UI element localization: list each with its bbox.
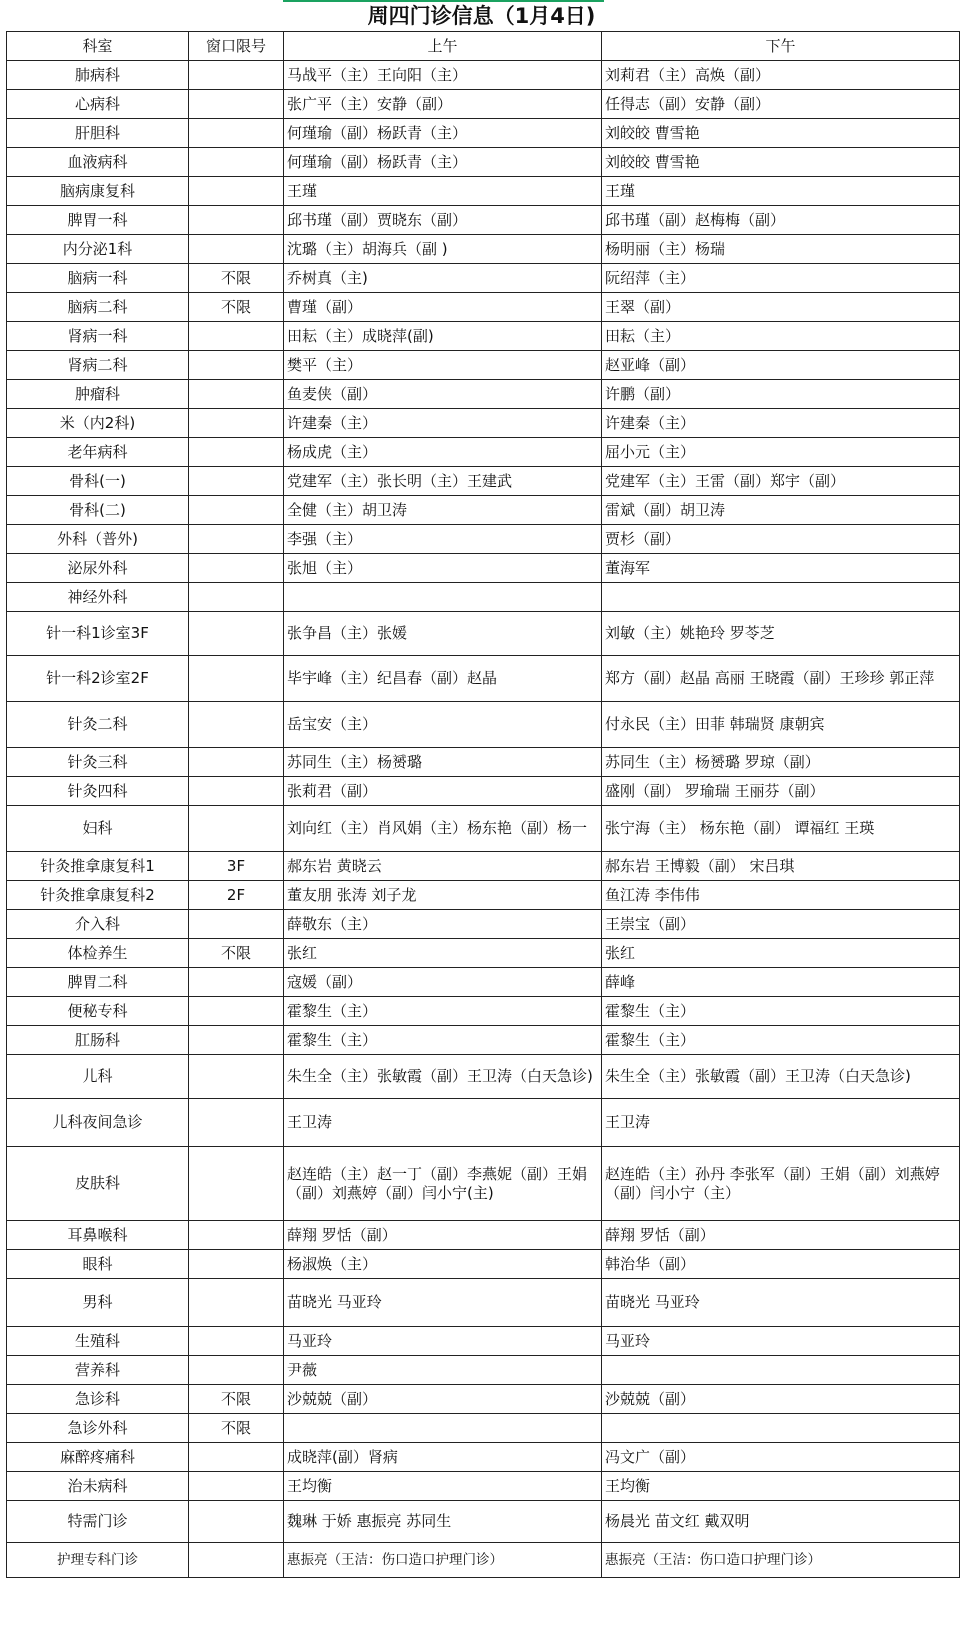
table-row: [7, 1250, 960, 1279]
table-row: [7, 656, 960, 702]
window-limit-cell: [189, 351, 284, 380]
morning-cell: 杨淑焕（主）: [284, 1250, 602, 1279]
morning-cell: 张争昌（主）张媛: [284, 612, 602, 656]
morning-cell: 惠振亮（王洁：伤口造口护理门诊）: [284, 1543, 602, 1578]
window-limit-cell: [189, 1221, 284, 1250]
table-row: [7, 1055, 960, 1099]
window-limit-cell: [189, 322, 284, 351]
afternoon-cell: 薛翔 罗恬（副）: [602, 1221, 960, 1250]
afternoon-cell: 赵连皓（主）孙丹 李张军（副）王娟（副）刘燕婷（副）闫小宁（主）: [602, 1147, 960, 1221]
morning-cell: 王均衡: [284, 1472, 602, 1501]
dept-cell: 儿科夜间急诊: [7, 1099, 189, 1147]
window-limit-cell: [189, 612, 284, 656]
morning-cell: 郝东岩 黄晓云: [284, 852, 602, 881]
afternoon-cell: 付永民（主）田菲 韩瑞贤 康朝宾: [602, 702, 960, 748]
morning-cell: 寇媛（副）: [284, 968, 602, 997]
afternoon-cell: 许建秦（主）: [602, 409, 960, 438]
morning-cell: 李强（主）: [284, 525, 602, 554]
table-row: [7, 264, 960, 293]
morning-cell: 赵连皓（主）赵一丁（副）李燕妮（副）王娟（副）刘燕婷（副）闫小宁(主): [284, 1147, 602, 1221]
morning-cell: 魏琳 于娇 惠振亮 苏同生: [284, 1501, 602, 1543]
afternoon-cell: [602, 1356, 960, 1385]
page-title: 周四门诊信息（1月4日): [367, 4, 596, 28]
window-limit-cell: [189, 1147, 284, 1221]
afternoon-cell: 董海军: [602, 554, 960, 583]
morning-cell: 张红: [284, 939, 602, 968]
dept-cell: 血液病科: [7, 148, 189, 177]
dept-cell: 针一科2诊室2F: [7, 656, 189, 702]
window-limit-cell: [189, 1026, 284, 1055]
afternoon-cell: 杨晨光 苗文红 戴双明: [602, 1501, 960, 1543]
dept-cell: 皮肤科: [7, 1147, 189, 1221]
dept-cell: 麻醉疼痛科: [7, 1443, 189, 1472]
dept-cell: 耳鼻喉科: [7, 1221, 189, 1250]
table-row: [7, 235, 960, 264]
table-row: [7, 1221, 960, 1250]
table-row: [7, 612, 960, 656]
window-limit-cell: 不限: [189, 1414, 284, 1443]
window-limit-cell: 不限: [189, 1385, 284, 1414]
afternoon-cell: 王崇宝（副）: [602, 910, 960, 939]
table-row: [7, 525, 960, 554]
window-limit-cell: 2F: [189, 881, 284, 910]
table-row: [7, 1443, 960, 1472]
dept-cell: 骨科(二): [7, 496, 189, 525]
afternoon-cell: 贾杉（副）: [602, 525, 960, 554]
window-limit-cell: [189, 968, 284, 997]
header-dept: 科室: [7, 32, 189, 61]
morning-cell: 张莉君（副）: [284, 777, 602, 806]
morning-cell: 成晓萍(副）肾病: [284, 1443, 602, 1472]
table-row: [7, 119, 960, 148]
dept-cell: 肾病二科: [7, 351, 189, 380]
table-row: [7, 1279, 960, 1327]
afternoon-cell: 田耘（主）: [602, 322, 960, 351]
dept-cell: 脑病康复科: [7, 177, 189, 206]
window-limit-cell: 不限: [189, 264, 284, 293]
afternoon-cell: 赵亚峰（副）: [602, 351, 960, 380]
afternoon-cell: 朱生全（主）张敏霞（副）王卫涛（白天急诊): [602, 1055, 960, 1099]
morning-cell: 王瑾: [284, 177, 602, 206]
dept-cell: 急诊科: [7, 1385, 189, 1414]
dept-cell: 肿瘤科: [7, 380, 189, 409]
dept-cell: 治未病科: [7, 1472, 189, 1501]
window-limit-cell: [189, 467, 284, 496]
dept-cell: 脑病二科: [7, 293, 189, 322]
table-row: [7, 351, 960, 380]
window-limit-cell: [189, 1327, 284, 1356]
afternoon-cell: 苏同生（主）杨赟璐 罗琼（副）: [602, 748, 960, 777]
window-limit-cell: [189, 525, 284, 554]
table-row: [7, 438, 960, 467]
afternoon-cell: 屈小元（主）: [602, 438, 960, 467]
afternoon-cell: 郝东岩 王博毅（副） 宋吕琪: [602, 852, 960, 881]
table-row: [7, 1327, 960, 1356]
table-row: [7, 61, 960, 90]
morning-cell: 岳宝安（主）: [284, 702, 602, 748]
header-afternoon: 下午: [602, 32, 960, 61]
window-limit-cell: [189, 1250, 284, 1279]
morning-cell: 何瑾瑜（副）杨跃青（主）: [284, 148, 602, 177]
window-limit-cell: [189, 1279, 284, 1327]
table-row: [7, 177, 960, 206]
dept-cell: 脑病一科: [7, 264, 189, 293]
window-limit-cell: [189, 61, 284, 90]
window-limit-cell: [189, 554, 284, 583]
dept-cell: 针灸二科: [7, 702, 189, 748]
afternoon-cell: 雷斌（副）胡卫涛: [602, 496, 960, 525]
afternoon-cell: 阮绍萍（主）: [602, 264, 960, 293]
table-row: [7, 206, 960, 235]
dept-cell: 针灸推拿康复科1: [7, 852, 189, 881]
dept-cell: 眼科: [7, 1250, 189, 1279]
afternoon-cell: 邱书瑾（副）赵梅梅（副）: [602, 206, 960, 235]
window-limit-cell: [189, 656, 284, 702]
afternoon-cell: 王均衡: [602, 1472, 960, 1501]
morning-cell: 霍黎生（主）: [284, 997, 602, 1026]
morning-cell: 薛敬东（主）: [284, 910, 602, 939]
window-limit-cell: [189, 90, 284, 119]
window-limit-cell: [189, 1543, 284, 1578]
afternoon-cell: 薛峰: [602, 968, 960, 997]
dept-cell: 脾胃一科: [7, 206, 189, 235]
dept-cell: 针灸三科: [7, 748, 189, 777]
window-limit-cell: [189, 777, 284, 806]
dept-cell: 老年病科: [7, 438, 189, 467]
dept-cell: 肝胆科: [7, 119, 189, 148]
window-limit-cell: [189, 910, 284, 939]
dept-cell: 心病科: [7, 90, 189, 119]
morning-cell: [284, 583, 602, 612]
window-limit-cell: [189, 148, 284, 177]
dept-cell: 肛肠科: [7, 1026, 189, 1055]
afternoon-cell: 沙兢兢（副）: [602, 1385, 960, 1414]
table-row: [7, 939, 960, 968]
dept-cell: 生殖科: [7, 1327, 189, 1356]
afternoon-cell: 盛刚（副） 罗瑜瑞 王丽芬（副）: [602, 777, 960, 806]
table-row: [7, 910, 960, 939]
dept-cell: 妇科: [7, 806, 189, 852]
dept-cell: 外科（普外): [7, 525, 189, 554]
table-row: [7, 467, 960, 496]
dept-cell: 体检养生: [7, 939, 189, 968]
table-row: [7, 1385, 960, 1414]
afternoon-cell: 马亚玲: [602, 1327, 960, 1356]
afternoon-cell: 霍黎生（主）: [602, 997, 960, 1026]
morning-cell: 曹瑾（副）: [284, 293, 602, 322]
morning-cell: 朱生全（主）张敏霞（副）王卫涛（白天急诊): [284, 1055, 602, 1099]
dept-cell: 针一科1诊室3F: [7, 612, 189, 656]
table-row: [7, 881, 960, 910]
dept-cell: 肾病一科: [7, 322, 189, 351]
table-row: [7, 1099, 960, 1147]
afternoon-cell: 惠振亮（王洁：伤口造口护理门诊）: [602, 1543, 960, 1578]
window-limit-cell: [189, 1501, 284, 1543]
afternoon-cell: 王卫涛: [602, 1099, 960, 1147]
window-limit-cell: 3F: [189, 852, 284, 881]
table-row: [7, 1472, 960, 1501]
table-row: [7, 148, 960, 177]
table-row: [7, 1147, 960, 1221]
afternoon-cell: 鱼江涛 李伟伟: [602, 881, 960, 910]
afternoon-cell: 杨明丽（主）杨瑞: [602, 235, 960, 264]
table-row: [7, 702, 960, 748]
window-limit-cell: [189, 438, 284, 467]
dept-cell: 神经外科: [7, 583, 189, 612]
table-row: [7, 90, 960, 119]
morning-cell: 许建秦（主）: [284, 409, 602, 438]
morning-cell: 苏同生（主）杨赟璐: [284, 748, 602, 777]
table-row: [7, 748, 960, 777]
table-row: [7, 997, 960, 1026]
dept-cell: 护理专科门诊: [7, 1543, 189, 1578]
window-limit-cell: [189, 1356, 284, 1385]
table-row: [7, 554, 960, 583]
afternoon-cell: [602, 583, 960, 612]
morning-cell: 乔树真（主): [284, 264, 602, 293]
morning-cell: 沈璐（主）胡海兵（副 ): [284, 235, 602, 264]
afternoon-cell: 张宁海（主） 杨东艳（副） 谭福红 王瑛: [602, 806, 960, 852]
morning-cell: 霍黎生（主）: [284, 1026, 602, 1055]
dept-cell: 特需门诊: [7, 1501, 189, 1543]
morning-cell: 樊平（主）: [284, 351, 602, 380]
table-row: [7, 1414, 960, 1443]
window-limit-cell: 不限: [189, 939, 284, 968]
morning-cell: 杨成虎（主）: [284, 438, 602, 467]
dept-cell: 脾胃二科: [7, 968, 189, 997]
table-row: [7, 1026, 960, 1055]
morning-cell: 苗晓光 马亚玲: [284, 1279, 602, 1327]
window-limit-cell: [189, 235, 284, 264]
dept-cell: 介入科: [7, 910, 189, 939]
table-row: [7, 293, 960, 322]
dept-cell: 急诊外科: [7, 1414, 189, 1443]
window-limit-cell: [189, 1443, 284, 1472]
window-limit-cell: [189, 1472, 284, 1501]
header-morning: 上午: [284, 32, 602, 61]
table-row: [7, 496, 960, 525]
afternoon-cell: 刘皎皎 曹雪艳: [602, 119, 960, 148]
dept-cell: 儿科: [7, 1055, 189, 1099]
afternoon-cell: 郑方（副）赵晶 高丽 王晓霞（副）王珍珍 郭正萍: [602, 656, 960, 702]
morning-cell: 王卫涛: [284, 1099, 602, 1147]
afternoon-cell: 刘皎皎 曹雪艳: [602, 148, 960, 177]
morning-cell: 张广平（主）安静（副）: [284, 90, 602, 119]
morning-cell: 沙兢兢（副）: [284, 1385, 602, 1414]
window-limit-cell: [189, 206, 284, 235]
window-limit-cell: [189, 409, 284, 438]
window-limit-cell: [189, 997, 284, 1026]
morning-cell: 薛翔 罗恬（副）: [284, 1221, 602, 1250]
table-row: [7, 322, 960, 351]
window-limit-cell: [189, 119, 284, 148]
afternoon-cell: 任得志（副）安静（副）: [602, 90, 960, 119]
morning-cell: 马亚玲: [284, 1327, 602, 1356]
table-row: [7, 380, 960, 409]
dept-cell: 内分泌1科: [7, 235, 189, 264]
dept-cell: 营养科: [7, 1356, 189, 1385]
afternoon-cell: 韩治华（副）: [602, 1250, 960, 1279]
window-limit-cell: [189, 177, 284, 206]
morning-cell: 鱼麦侠（副）: [284, 380, 602, 409]
afternoon-cell: 张红: [602, 939, 960, 968]
afternoon-cell: 刘敏（主）姚艳玲 罗苓芝: [602, 612, 960, 656]
table-row: [7, 806, 960, 852]
table-row: [7, 409, 960, 438]
window-limit-cell: [189, 583, 284, 612]
dept-cell: 男科: [7, 1279, 189, 1327]
window-limit-cell: [189, 702, 284, 748]
table-row: [7, 968, 960, 997]
window-limit-cell: 不限: [189, 293, 284, 322]
window-limit-cell: [189, 380, 284, 409]
morning-cell: 毕宇峰（主）纪昌春（副）赵晶: [284, 656, 602, 702]
afternoon-cell: 苗晓光 马亚玲: [602, 1279, 960, 1327]
clinic-schedule-table: [6, 31, 960, 1578]
dept-cell: 针灸四科: [7, 777, 189, 806]
morning-cell: 刘向红（主）肖风娟（主）杨东艳（副）杨一: [284, 806, 602, 852]
dept-cell: 米（内2科): [7, 409, 189, 438]
dept-cell: 肺病科: [7, 61, 189, 90]
window-limit-cell: [189, 1055, 284, 1099]
afternoon-cell: 刘莉君（主）高焕（副）: [602, 61, 960, 90]
table-row: [7, 583, 960, 612]
morning-cell: 田耘（主）成晓萍(副): [284, 322, 602, 351]
header-window-limit: 窗口限号: [189, 32, 284, 61]
dept-cell: 骨科(一): [7, 467, 189, 496]
dept-cell: 针灸推拿康复科2: [7, 881, 189, 910]
morning-cell: 董友朋 张涛 刘子龙: [284, 881, 602, 910]
window-limit-cell: [189, 806, 284, 852]
morning-cell: 全健（主）胡卫涛: [284, 496, 602, 525]
window-limit-cell: [189, 748, 284, 777]
afternoon-cell: 党建军（主）王雷（副）郑宇（副）: [602, 467, 960, 496]
afternoon-cell: 王瑾: [602, 177, 960, 206]
morning-cell: 邱书瑾（副）贾晓东（副）: [284, 206, 602, 235]
morning-cell: 尹薇: [284, 1356, 602, 1385]
morning-cell: 党建军（主）张长明（主）王建武: [284, 467, 602, 496]
afternoon-cell: 冯文广（副）: [602, 1443, 960, 1472]
header-row: [7, 32, 960, 61]
afternoon-cell: 许鹏（副）: [602, 380, 960, 409]
morning-cell: [284, 1414, 602, 1443]
window-limit-cell: [189, 496, 284, 525]
table-row: [7, 777, 960, 806]
table-row: [7, 1501, 960, 1543]
afternoon-cell: 王翠（副）: [602, 293, 960, 322]
morning-cell: 张旭（主）: [284, 554, 602, 583]
table-row: [7, 1356, 960, 1385]
morning-cell: 何瑾瑜（副）杨跃青（主）: [284, 119, 602, 148]
afternoon-cell: 霍黎生（主）: [602, 1026, 960, 1055]
morning-cell: 马战平（主）王向阳（主）: [284, 61, 602, 90]
afternoon-cell: [602, 1414, 960, 1443]
dept-cell: 泌尿外科: [7, 554, 189, 583]
table-row: [7, 852, 960, 881]
table-row: [7, 1543, 960, 1578]
window-limit-cell: [189, 1099, 284, 1147]
dept-cell: 便秘专科: [7, 997, 189, 1026]
